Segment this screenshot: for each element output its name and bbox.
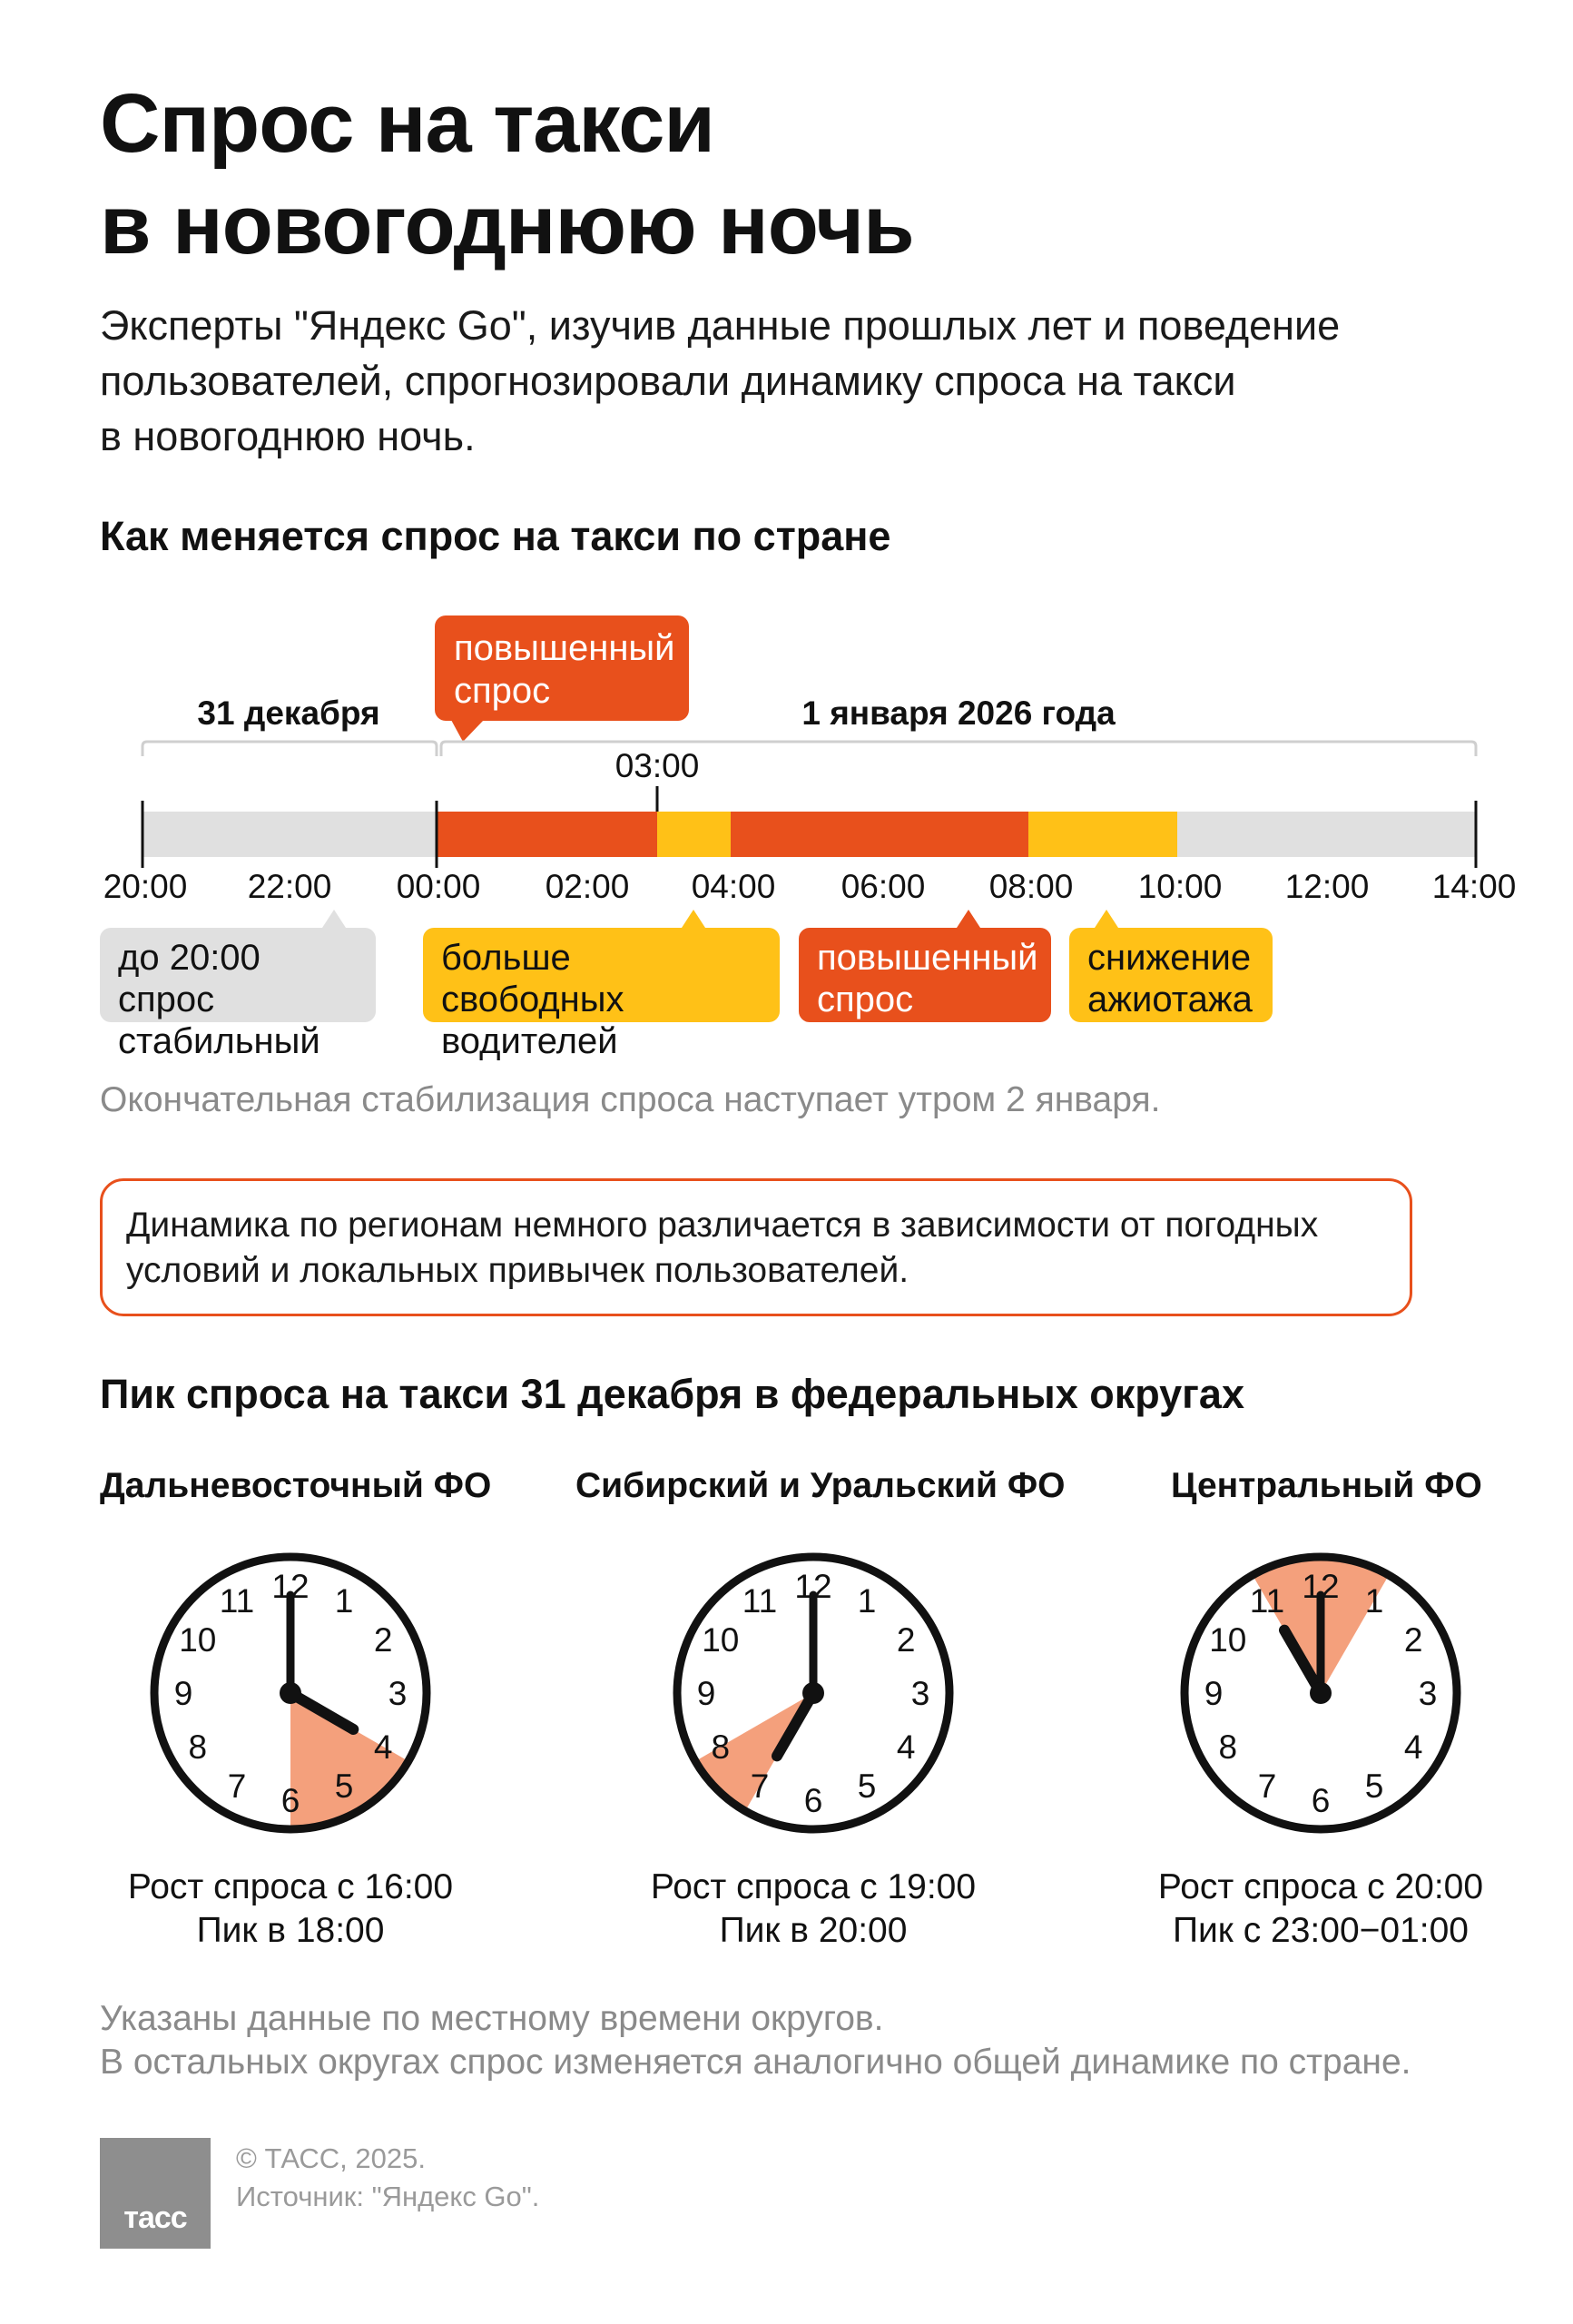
clock-number: 7: [1257, 1768, 1277, 1806]
intro-text: [100, 298, 1461, 464]
region-title-siberia-ural: Сибирский и Уральский ФО: [575, 1466, 1066, 1505]
callout-pointer-easing: [1095, 910, 1118, 928]
caption-siberia-ural: [595, 1866, 1031, 1953]
callout-pointer-drivers: [682, 910, 705, 928]
segment-high-demand-2: [731, 812, 1028, 857]
page-title-line-2: в новогоднюю ночь: [100, 179, 914, 271]
tick-label: 06:00: [841, 868, 926, 905]
tick-label: 12:00: [1284, 868, 1370, 905]
clock-number: 1: [857, 1581, 877, 1620]
clock-number: 3: [1418, 1675, 1438, 1712]
tick-label: 10:00: [1137, 868, 1223, 905]
top-callout-line-2: спрос: [454, 671, 551, 711]
tick-label: 04:00: [691, 868, 776, 905]
caption-central: [1103, 1866, 1539, 1953]
top-callout-pointer: [451, 720, 484, 742]
intro-line-1: Эксперты "Яндекс Go", изучив данные прошлых лет и поведение: [100, 302, 1341, 349]
caption-far-east: [73, 1866, 508, 1953]
clock-number: 10: [1209, 1621, 1247, 1659]
clock-number: 4: [1403, 1728, 1423, 1766]
clock-number: 1: [334, 1581, 354, 1620]
clock-number: 5: [1364, 1768, 1384, 1806]
footnote: [100, 1997, 1411, 2084]
clock-number: 3: [910, 1675, 930, 1712]
section-title-country: Как меняется спрос на такси по стране: [100, 513, 891, 559]
clock-number: 12: [794, 1568, 832, 1605]
clock-number: 11: [219, 1581, 255, 1620]
callout-stable-line-2: стабильный: [118, 1021, 320, 1061]
caption-siberia-growth: Рост спроса с 19:00: [650, 1867, 977, 1906]
footnote-line-1: Указаны данные по местному времени округов.: [100, 1999, 884, 2038]
intro-line-2: пользователей, спрогнозировали динамику спроса на такси: [100, 358, 1236, 404]
region-title-far-east: Дальневосточный ФО: [100, 1466, 492, 1505]
copyright-block: [236, 2140, 539, 2216]
callout-easing-line-1: снижение: [1087, 938, 1252, 978]
tass-logo: [100, 2138, 211, 2249]
clock-number: 12: [1302, 1568, 1340, 1605]
copyright-text: © ТАСС, 2025.: [236, 2142, 426, 2174]
tick-label: 14:00: [1431, 868, 1517, 905]
clock-number: 7: [227, 1768, 247, 1806]
clock-number: 9: [1204, 1675, 1224, 1712]
region-title-central: Центральный ФО: [1171, 1466, 1482, 1505]
clock-siberia-ural: [659, 1539, 968, 1847]
callout-drivers-line-1: больше свободных: [441, 938, 624, 1019]
bracket-jan1: [441, 742, 1476, 756]
segment-high-demand-1: [437, 812, 657, 857]
tick-label: 08:00: [988, 868, 1074, 905]
clock-number: 2: [896, 1621, 916, 1659]
clock-number: 10: [179, 1621, 217, 1659]
callout-stable: [100, 928, 376, 1061]
clock-center-pin: [1310, 1682, 1332, 1704]
segment-more-drivers: [657, 812, 731, 857]
segment-easing: [1028, 812, 1177, 857]
clock-number: 6: [1311, 1782, 1331, 1819]
clock-number: 4: [373, 1728, 393, 1766]
clock-number: 2: [1403, 1621, 1423, 1659]
callout-easing-line-2: ажиотажа: [1087, 980, 1253, 1019]
caption-far-east-growth: Рост спроса с 16:00: [127, 1867, 454, 1906]
callout-drivers-line-2: водителей: [441, 1021, 618, 1061]
page-title: [100, 73, 914, 276]
day-label-jan1: 1 января 2026 года: [801, 694, 1116, 732]
callout-pointer-stable: [322, 910, 346, 928]
tick-label: 20:00: [103, 868, 188, 905]
bracket-dec31: [143, 742, 437, 756]
clock-number: 8: [188, 1728, 208, 1766]
tick-label: 22:00: [247, 868, 332, 905]
tass-logo-text: тасс: [123, 2201, 187, 2235]
top-callout-line-1: повышенный: [454, 628, 675, 668]
clock-number: 8: [711, 1728, 731, 1766]
callout-easing: [1069, 928, 1273, 1022]
caption-central-growth: Рост спроса с 20:00: [1157, 1867, 1484, 1906]
callout-high-line-2: спрос: [817, 980, 914, 1019]
section-title-regions: Пик спроса на такси 31 декабря в федеральных округах: [100, 1371, 1244, 1417]
regional-note-box: [100, 1178, 1412, 1316]
caption-central-peak: Пик с 23:00−01:00: [1172, 1911, 1469, 1950]
intro-line-3: в новогоднюю ночь.: [100, 413, 476, 459]
clock-number: 11: [742, 1581, 778, 1620]
clock-number: 12: [271, 1568, 310, 1605]
clock-center-pin: [802, 1682, 824, 1704]
final-stabilization-note: Окончательная стабилизация спроса наступает утром 2 января.: [100, 1080, 1161, 1119]
callout-stable-line-1: до 20:00 спрос: [118, 938, 261, 1019]
callout-pointer-high: [957, 910, 980, 928]
clock-number: 3: [388, 1675, 408, 1712]
day-label-dec31: 31 декабря: [197, 694, 380, 732]
callout-high-line-1: повышенный: [817, 938, 1038, 978]
segment-stable-day: [1177, 812, 1476, 857]
clock-number: 5: [334, 1768, 354, 1806]
source-text: Источник: "Яндекс Go".: [236, 2181, 540, 2212]
tick-label: 02:00: [545, 868, 630, 905]
clock-number: 2: [373, 1621, 393, 1659]
caption-siberia-peak: Пик в 20:00: [719, 1911, 908, 1950]
clock-number: 9: [696, 1675, 716, 1712]
regional-note-line-2: условий и локальных привычек пользователей.: [126, 1251, 909, 1290]
clock-far-east: [136, 1539, 445, 1847]
clock-number: 7: [750, 1768, 770, 1806]
regional-note-line-1: Динамика по регионам немного различается в зависимости от погодных: [126, 1206, 1319, 1245]
callout-high-demand: [799, 928, 1051, 1022]
clock-number: 11: [1249, 1581, 1285, 1620]
clock-center-pin: [280, 1682, 301, 1704]
callout-more-drivers: [423, 928, 780, 1061]
clock-number: 8: [1218, 1728, 1238, 1766]
clock-number: 5: [857, 1768, 877, 1806]
clock-number: 6: [803, 1782, 823, 1819]
clock-number: 9: [173, 1675, 193, 1712]
clock-number: 6: [280, 1782, 300, 1819]
page-title-line-1: Спрос на такси: [100, 77, 714, 170]
footnote-line-2: В остальных округах спрос изменяется аналогично общей динамике по стране.: [100, 2043, 1411, 2082]
marker-label-0300: 03:00: [614, 747, 700, 784]
clock-number: 1: [1364, 1581, 1384, 1620]
clock-number: 10: [702, 1621, 740, 1659]
tick-label: 00:00: [396, 868, 481, 905]
segment-stable-evening: [143, 812, 437, 857]
caption-far-east-peak: Пик в 18:00: [196, 1911, 385, 1950]
clock-number: 4: [896, 1728, 916, 1766]
clock-central: [1166, 1539, 1475, 1847]
